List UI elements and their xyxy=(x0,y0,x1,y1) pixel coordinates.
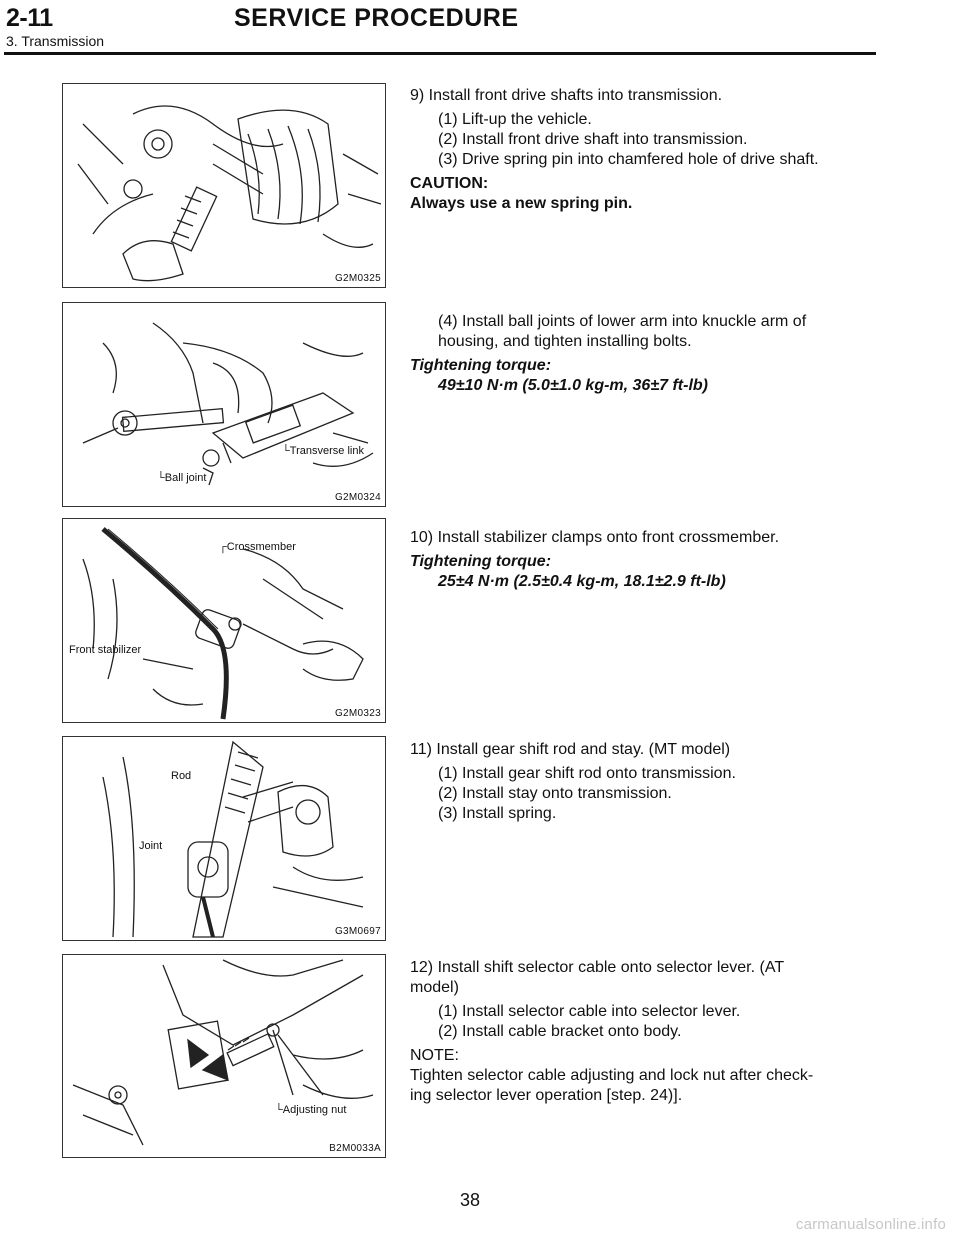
note-text-cont: ing selector lever operation [step. 24)]. xyxy=(410,1087,683,1104)
gear-shift-rod-illustration xyxy=(63,737,385,940)
step-title: 9) Install front drive shafts into transmission. xyxy=(410,87,723,104)
step-title: 11) Install gear shift rod and stay. (MT model) xyxy=(410,741,731,758)
ball-joint-illustration xyxy=(63,303,385,506)
figure-drive-shaft xyxy=(62,83,386,288)
figure-gear-shift-rod xyxy=(62,736,386,941)
figure-id: B2M0033A xyxy=(329,1143,381,1154)
drive-shaft-illustration xyxy=(63,84,385,287)
callout-adjusting-nut: └Adjusting nut xyxy=(275,1104,347,1116)
note-label: NOTE: xyxy=(410,1047,459,1064)
caution-text: Always use a new spring pin. xyxy=(410,195,633,212)
caution-label: CAUTION: xyxy=(410,175,489,192)
callout-front-stabilizer: Front stabilizer xyxy=(69,644,142,656)
figure-id: G2M0325 xyxy=(334,273,381,284)
figure-id: G3M0697 xyxy=(334,926,381,937)
step-12 xyxy=(410,958,880,1106)
callout-transverse-link: └Transverse link xyxy=(282,445,364,457)
callout-rod: Rod xyxy=(171,770,192,782)
step-10 xyxy=(410,528,880,592)
page-title: SERVICE PROCEDURE xyxy=(234,4,519,32)
sub-step: (3) Install spring. xyxy=(438,805,557,822)
watermark: carmanualsonline.info xyxy=(795,1216,946,1233)
step-11 xyxy=(410,740,880,824)
callout-crossmember: ┌Crossmember xyxy=(219,541,296,553)
section-subtitle: 3. Transmission xyxy=(6,33,105,49)
selector-cable-illustration xyxy=(63,955,385,1157)
sub-step: (1) Lift-up the vehicle. xyxy=(438,111,592,128)
torque-label: Tightening torque: xyxy=(410,553,552,570)
step-title-cont: model) xyxy=(410,979,459,996)
sub-step: (2) Install stay onto transmission. xyxy=(438,785,672,802)
page-number: 38 xyxy=(459,1190,481,1210)
figure-ball-joint xyxy=(62,302,386,507)
step-title: 10) Install stabilizer clamps onto front crossmember. xyxy=(410,529,780,546)
sub-step-cont: housing, and tighten installing bolts. xyxy=(438,333,692,350)
sub-step: (2) Install front drive shaft into transmission. xyxy=(438,131,748,148)
note-text: Tighten selector cable adjusting and lock nut after check- xyxy=(410,1067,814,1084)
step-9-sub-4 xyxy=(410,312,880,396)
sub-step: (2) Install cable bracket onto body. xyxy=(438,1023,682,1040)
header-rule xyxy=(4,52,876,55)
torque-value: 49±10 N·m (5.0±1.0 kg-m, 36±7 ft-lb) xyxy=(438,377,708,394)
callout-joint: Joint xyxy=(139,840,163,852)
torque-label: Tightening torque: xyxy=(410,357,552,374)
figure-id: G2M0323 xyxy=(334,708,381,719)
sub-step: (3) Drive spring pin into chamfered hole of drive shaft. xyxy=(438,151,819,168)
sub-step: (1) Install gear shift rod onto transmission. xyxy=(438,765,736,782)
sub-step: (1) Install selector cable into selector lever. xyxy=(438,1003,741,1020)
torque-value: 25±4 N·m (2.5±0.4 kg-m, 18.1±2.9 ft-lb) xyxy=(438,573,726,590)
step-title: 12) Install shift selector cable onto selector lever. (AT xyxy=(410,959,785,976)
sub-step: (4) Install ball joints of lower arm into knuckle arm of xyxy=(438,313,807,330)
figure-selector-cable xyxy=(62,954,386,1158)
callout-ball-joint: └Ball joint xyxy=(157,472,207,484)
section-number: 2-11 xyxy=(6,4,53,32)
figure-id: G2M0324 xyxy=(334,492,381,503)
step-9 xyxy=(410,86,880,214)
figure-stabilizer xyxy=(62,518,386,723)
